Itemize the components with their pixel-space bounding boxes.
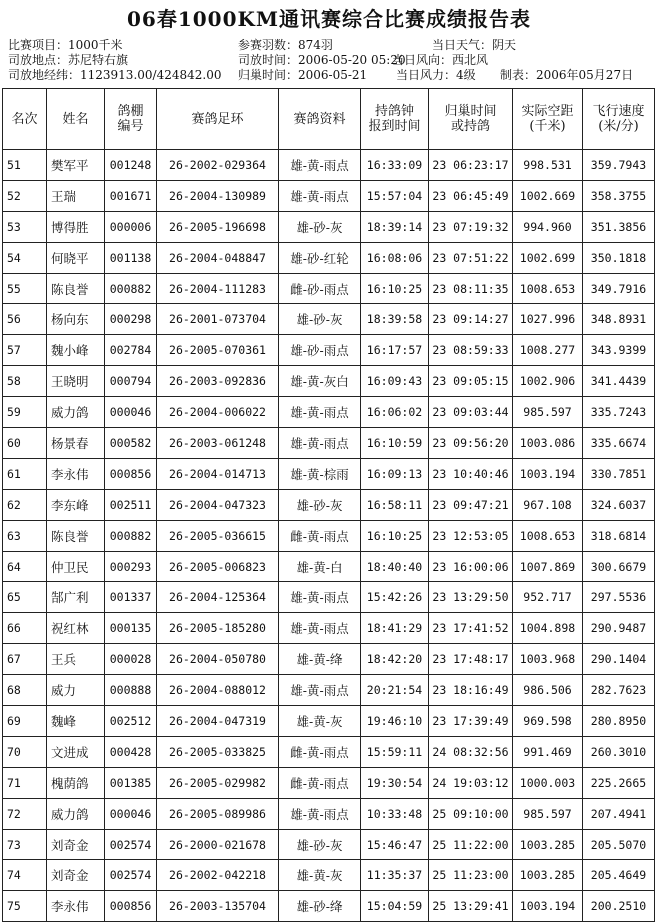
ring-cell: 26-2003-135704: [157, 891, 279, 922]
return-time: 归巢时间：2006-05-21: [238, 68, 368, 82]
clock-time-cell: 18:39:14: [361, 211, 429, 242]
ring-cell: 26-2004-006022: [157, 397, 279, 428]
return-time-cell: 23 17:41:52: [429, 613, 513, 644]
table-row: [3, 551, 655, 582]
loft-no-cell: 000856: [105, 458, 157, 489]
distance-cell: 1003.968: [513, 644, 583, 675]
return-time-cell: 23 08:11:35: [429, 273, 513, 304]
col-distance-header: 实际空距 (千米): [513, 89, 583, 150]
rank-cell: 59: [3, 397, 47, 428]
ring-cell: 26-2001-073704: [157, 304, 279, 335]
name-cell: 李永伟: [47, 458, 105, 489]
loft-no-cell: 002512: [105, 706, 157, 737]
rank-cell: 67: [3, 644, 47, 675]
name-cell: 槐荫鸽: [47, 767, 105, 798]
name-cell: 刘奇金: [47, 860, 105, 891]
pigeon-info-cell: 雄-砂-雨点: [279, 335, 361, 366]
distance-cell: 985.597: [513, 798, 583, 829]
name-cell: 王兵: [47, 644, 105, 675]
loft-no-cell: 000006: [105, 211, 157, 242]
distance-cell: 1027.996: [513, 304, 583, 335]
table-row: [3, 397, 655, 428]
clock-time-cell: 16:10:25: [361, 273, 429, 304]
loft-no-cell: 000856: [105, 891, 157, 922]
weather: 当日天气：阴天: [432, 38, 517, 52]
distance-cell: 1008.277: [513, 335, 583, 366]
clock-time-cell: 15:42:26: [361, 582, 429, 613]
pigeon-info-cell: 雄-黄-雨点: [279, 613, 361, 644]
clock-time-cell: 15:59:11: [361, 736, 429, 767]
table-row: [3, 767, 655, 798]
distance-cell: 1002.669: [513, 180, 583, 211]
speed-cell: 335.6674: [583, 428, 655, 459]
distance-cell: 991.469: [513, 736, 583, 767]
name-cell: 王瑞: [47, 180, 105, 211]
distance-cell: 994.960: [513, 211, 583, 242]
return-time-cell: 23 09:47:21: [429, 489, 513, 520]
speed-cell: 330.7851: [583, 458, 655, 489]
race-item: 比赛项目：1000千米: [8, 38, 123, 52]
loft-no-cell: 002511: [105, 489, 157, 520]
return-time-cell: 23 17:48:17: [429, 644, 513, 675]
return-time-cell: 25 11:23:00: [429, 860, 513, 891]
loft-no-cell: 000135: [105, 613, 157, 644]
col-loft-no-header: 鸽棚 编号: [105, 89, 157, 150]
name-cell: 李永伟: [47, 891, 105, 922]
rank-cell: 54: [3, 242, 47, 273]
distance-cell: 985.597: [513, 397, 583, 428]
rank-cell: 60: [3, 428, 47, 459]
name-cell: 博得胜: [47, 211, 105, 242]
distance-cell: 986.506: [513, 675, 583, 706]
speed-cell: 341.4439: [583, 366, 655, 397]
speed-cell: 318.6814: [583, 520, 655, 551]
speed-cell: 225.2665: [583, 767, 655, 798]
distance-cell: 1008.653: [513, 520, 583, 551]
loft-no-cell: 000046: [105, 397, 157, 428]
table-row: [3, 706, 655, 737]
rank-cell: 63: [3, 520, 47, 551]
ring-cell: 26-2004-130989: [157, 180, 279, 211]
clock-time-cell: 18:42:20: [361, 644, 429, 675]
pigeon-info-cell: 雄-砂-红轮: [279, 242, 361, 273]
pigeon-info-cell: 雄-黄-雨点: [279, 582, 361, 613]
pigeon-info-cell: 雌-砂-雨点: [279, 273, 361, 304]
pigeon-info-cell: 雌-黄-雨点: [279, 767, 361, 798]
clock-time-cell: 11:35:37: [361, 860, 429, 891]
results-table: [2, 88, 655, 922]
table-row: [3, 829, 655, 860]
loft-no-cell: 000293: [105, 551, 157, 582]
ring-cell: 26-2003-061248: [157, 428, 279, 459]
clock-time-cell: 18:41:29: [361, 613, 429, 644]
loft-no-cell: 000298: [105, 304, 157, 335]
clock-time-cell: 15:57:04: [361, 180, 429, 211]
pigeon-info-cell: 雄-黄-灰: [279, 860, 361, 891]
table-row: [3, 211, 655, 242]
rank-cell: 73: [3, 829, 47, 860]
table-row: [3, 736, 655, 767]
rank-cell: 75: [3, 891, 47, 922]
rank-cell: 58: [3, 366, 47, 397]
pigeon-info-cell: 雄-黄-灰白: [279, 366, 361, 397]
distance-cell: 952.717: [513, 582, 583, 613]
loft-no-cell: 001138: [105, 242, 157, 273]
distance-cell: 1000.003: [513, 767, 583, 798]
distance-cell: 1008.653: [513, 273, 583, 304]
ring-cell: 26-2005-033825: [157, 736, 279, 767]
speed-cell: 335.7243: [583, 397, 655, 428]
loft-no-cell: 000888: [105, 675, 157, 706]
pigeon-info-cell: 雄-砂-灰: [279, 489, 361, 520]
return-time-cell: 23 12:53:05: [429, 520, 513, 551]
clock-time-cell: 20:21:54: [361, 675, 429, 706]
release-coordinates: 司放地经纬：1123913.00/424842.00: [8, 68, 222, 82]
clock-time-cell: 16:10:25: [361, 520, 429, 551]
return-time-cell: 23 06:23:17: [429, 150, 513, 181]
col-clock-time-header: 持鸽钟 报到时间: [361, 89, 429, 150]
pigeon-info-cell: 雄-黄-雨点: [279, 428, 361, 459]
loft-no-cell: 002784: [105, 335, 157, 366]
clock-time-cell: 19:30:54: [361, 767, 429, 798]
ring-cell: 26-2002-042218: [157, 860, 279, 891]
distance-cell: 1004.898: [513, 613, 583, 644]
return-time-cell: 23 10:40:46: [429, 458, 513, 489]
clock-time-cell: 10:33:48: [361, 798, 429, 829]
return-time-cell: 23 09:03:44: [429, 397, 513, 428]
wind-force: 当日风力：4级: [396, 68, 476, 82]
pigeon-info-cell: 雄-黄-雨点: [279, 150, 361, 181]
pigeon-info-cell: 雄-砂-灰: [279, 829, 361, 860]
name-cell: 王晓明: [47, 366, 105, 397]
rank-cell: 55: [3, 273, 47, 304]
ring-cell: 26-2005-196698: [157, 211, 279, 242]
loft-no-cell: 000028: [105, 644, 157, 675]
speed-cell: 290.9487: [583, 613, 655, 644]
table-row: [3, 273, 655, 304]
loft-no-cell: 001385: [105, 767, 157, 798]
name-cell: 威力鸽: [47, 397, 105, 428]
speed-cell: 358.3755: [583, 180, 655, 211]
pigeon-info-cell: 雄-黄-雨点: [279, 675, 361, 706]
return-time-cell: 24 08:32:56: [429, 736, 513, 767]
table-body: [3, 150, 655, 922]
return-time-cell: 25 13:29:41: [429, 891, 513, 922]
name-cell: 郜广利: [47, 582, 105, 613]
report-title: 06春1000KM通讯赛综合比赛成绩报告表: [126, 7, 532, 31]
name-cell: 祝红林: [47, 613, 105, 644]
rank-cell: 69: [3, 706, 47, 737]
table-row: [3, 458, 655, 489]
table-row: [3, 242, 655, 273]
table-row: [3, 891, 655, 922]
loft-no-cell: 000582: [105, 428, 157, 459]
pigeon-info-cell: 雄-黄-白: [279, 551, 361, 582]
clock-time-cell: 16:09:43: [361, 366, 429, 397]
ring-cell: 26-2000-021678: [157, 829, 279, 860]
table-row: [3, 428, 655, 459]
distance-cell: 1002.906: [513, 366, 583, 397]
loft-no-cell: 001337: [105, 582, 157, 613]
loft-no-cell: 000882: [105, 273, 157, 304]
ring-cell: 26-2003-092836: [157, 366, 279, 397]
col-ring-header: 赛鸽足环: [157, 89, 279, 150]
ring-cell: 26-2002-029364: [157, 150, 279, 181]
ring-cell: 26-2004-088012: [157, 675, 279, 706]
return-time-cell: 23 09:56:20: [429, 428, 513, 459]
table-row: [3, 489, 655, 520]
name-cell: 魏小峰: [47, 335, 105, 366]
name-cell: 魏峰: [47, 706, 105, 737]
ring-cell: 26-2005-070361: [157, 335, 279, 366]
rank-cell: 74: [3, 860, 47, 891]
name-cell: 李东峰: [47, 489, 105, 520]
clock-time-cell: 16:10:59: [361, 428, 429, 459]
clock-time-cell: 16:58:11: [361, 489, 429, 520]
clock-time-cell: 15:04:59: [361, 891, 429, 922]
loft-no-cell: 002574: [105, 829, 157, 860]
return-time-cell: 23 07:19:32: [429, 211, 513, 242]
rank-cell: 62: [3, 489, 47, 520]
table-row: [3, 150, 655, 181]
name-cell: 刘奇金: [47, 829, 105, 860]
table-row: [3, 613, 655, 644]
pigeon-info-cell: 雄-黄-雨点: [279, 180, 361, 211]
clock-time-cell: 15:46:47: [361, 829, 429, 860]
clock-time-cell: 16:17:57: [361, 335, 429, 366]
col-name-header: 姓名: [47, 89, 105, 150]
clock-time-cell: 16:06:02: [361, 397, 429, 428]
table-row: [3, 675, 655, 706]
rank-cell: 66: [3, 613, 47, 644]
pigeon-info-cell: 雄-黄-绛: [279, 644, 361, 675]
speed-cell: 205.5070: [583, 829, 655, 860]
pigeon-info-cell: 雄-黄-灰: [279, 706, 361, 737]
pigeon-info-cell: 雌-黄-雨点: [279, 736, 361, 767]
loft-no-cell: 000046: [105, 798, 157, 829]
ring-cell: 26-2004-047319: [157, 706, 279, 737]
return-time-cell: 23 08:59:33: [429, 335, 513, 366]
pigeon-info-cell: 雄-黄-雨点: [279, 397, 361, 428]
return-time-cell: 23 09:14:27: [429, 304, 513, 335]
speed-cell: 324.6037: [583, 489, 655, 520]
rank-cell: 52: [3, 180, 47, 211]
table-row: [3, 304, 655, 335]
return-time-cell: 23 07:51:22: [429, 242, 513, 273]
ring-cell: 26-2004-111283: [157, 273, 279, 304]
loft-no-cell: 001248: [105, 150, 157, 181]
speed-cell: 260.3010: [583, 736, 655, 767]
loft-no-cell: 002574: [105, 860, 157, 891]
pigeon-info-cell: 雄-黄-棕雨: [279, 458, 361, 489]
return-time-cell: 23 18:16:49: [429, 675, 513, 706]
distance-cell: 1002.699: [513, 242, 583, 273]
clock-time-cell: 18:39:58: [361, 304, 429, 335]
rank-cell: 70: [3, 736, 47, 767]
rank-cell: 56: [3, 304, 47, 335]
ring-cell: 26-2005-089986: [157, 798, 279, 829]
name-cell: 文进成: [47, 736, 105, 767]
speed-cell: 290.1404: [583, 644, 655, 675]
speed-cell: 200.2510: [583, 891, 655, 922]
ring-cell: 26-2004-048847: [157, 242, 279, 273]
made-date: 制表：2006年05月27日: [500, 68, 634, 82]
speed-cell: 359.7943: [583, 150, 655, 181]
speed-cell: 205.4649: [583, 860, 655, 891]
loft-no-cell: 000428: [105, 736, 157, 767]
name-cell: 陈良誉: [47, 273, 105, 304]
return-time-cell: 23 06:45:49: [429, 180, 513, 211]
ring-cell: 26-2004-014713: [157, 458, 279, 489]
speed-cell: 282.7623: [583, 675, 655, 706]
return-time-cell: 23 13:29:50: [429, 582, 513, 613]
name-cell: 樊军平: [47, 150, 105, 181]
return-time-cell: 25 11:22:00: [429, 829, 513, 860]
ring-cell: 26-2005-036615: [157, 520, 279, 551]
ring-cell: 26-2004-050780: [157, 644, 279, 675]
loft-no-cell: 001671: [105, 180, 157, 211]
speed-cell: 207.4941: [583, 798, 655, 829]
table-row: [3, 860, 655, 891]
rank-cell: 61: [3, 458, 47, 489]
rank-cell: 57: [3, 335, 47, 366]
table-row: [3, 520, 655, 551]
header-row: [3, 89, 655, 150]
ring-cell: 26-2005-006823: [157, 551, 279, 582]
distance-cell: 969.598: [513, 706, 583, 737]
release-time: 司放时间：2006-05-20 05:20: [238, 53, 406, 67]
distance-cell: 998.531: [513, 150, 583, 181]
table-row: [3, 180, 655, 211]
rank-cell: 71: [3, 767, 47, 798]
distance-cell: 1003.285: [513, 860, 583, 891]
distance-cell: 1003.086: [513, 428, 583, 459]
speed-cell: 280.8950: [583, 706, 655, 737]
rank-cell: 64: [3, 551, 47, 582]
table-header: [3, 89, 655, 150]
speed-cell: 297.5536: [583, 582, 655, 613]
loft-no-cell: 000882: [105, 520, 157, 551]
return-time-cell: 24 19:03:12: [429, 767, 513, 798]
ring-cell: 26-2005-029982: [157, 767, 279, 798]
name-cell: 仲卫民: [47, 551, 105, 582]
clock-time-cell: 16:09:13: [361, 458, 429, 489]
rank-cell: 65: [3, 582, 47, 613]
return-time-cell: 23 16:00:06: [429, 551, 513, 582]
return-time-cell: 25 09:10:00: [429, 798, 513, 829]
speed-cell: 348.8931: [583, 304, 655, 335]
pigeon-info-cell: 雄-砂-灰: [279, 211, 361, 242]
col-speed-header: 飞行速度 (米/分): [583, 89, 655, 150]
speed-cell: 343.9399: [583, 335, 655, 366]
wind-direction: 当日风向：西北风: [392, 53, 489, 67]
name-cell: 杨向东: [47, 304, 105, 335]
pigeon-info-cell: 雄-砂-灰: [279, 304, 361, 335]
speed-cell: 350.1818: [583, 242, 655, 273]
rank-cell: 72: [3, 798, 47, 829]
clock-time-cell: 18:40:40: [361, 551, 429, 582]
clock-time-cell: 16:33:09: [361, 150, 429, 181]
distance-cell: 1007.869: [513, 551, 583, 582]
pigeon-info-cell: 雄-黄-雨点: [279, 798, 361, 829]
rank-cell: 51: [3, 150, 47, 181]
table-row: [3, 366, 655, 397]
clock-time-cell: 19:46:10: [361, 706, 429, 737]
return-time-cell: 23 09:05:15: [429, 366, 513, 397]
speed-cell: 300.6679: [583, 551, 655, 582]
clock-time-cell: 16:08:06: [361, 242, 429, 273]
name-cell: 威力: [47, 675, 105, 706]
col-rank-header: 名次: [3, 89, 47, 150]
distance-cell: 1003.194: [513, 458, 583, 489]
speed-cell: 349.7916: [583, 273, 655, 304]
col-return-time-header: 归巢时间 或持鸽: [429, 89, 513, 150]
ring-cell: 26-2005-185280: [157, 613, 279, 644]
return-time-cell: 23 17:39:49: [429, 706, 513, 737]
ring-cell: 26-2004-125364: [157, 582, 279, 613]
rank-cell: 53: [3, 211, 47, 242]
table-row: [3, 644, 655, 675]
table-row: [3, 798, 655, 829]
pigeon-info-cell: 雄-砂-绛: [279, 891, 361, 922]
table-row: [3, 335, 655, 366]
release-place: 司放地点：苏尼特右旗: [8, 53, 129, 67]
rank-cell: 68: [3, 675, 47, 706]
name-cell: 威力鸽: [47, 798, 105, 829]
loft-no-cell: 000794: [105, 366, 157, 397]
col-pigeon-info-header: 赛鸽资料: [279, 89, 361, 150]
ring-cell: 26-2004-047323: [157, 489, 279, 520]
entries-count: 参赛羽数：874羽: [238, 38, 333, 52]
table-row: [3, 582, 655, 613]
name-cell: 杨景春: [47, 428, 105, 459]
distance-cell: 1003.194: [513, 891, 583, 922]
name-cell: 何晓平: [47, 242, 105, 273]
distance-cell: 1003.285: [513, 829, 583, 860]
name-cell: 陈良誉: [47, 520, 105, 551]
distance-cell: 967.108: [513, 489, 583, 520]
pigeon-info-cell: 雌-黄-雨点: [279, 520, 361, 551]
speed-cell: 351.3856: [583, 211, 655, 242]
